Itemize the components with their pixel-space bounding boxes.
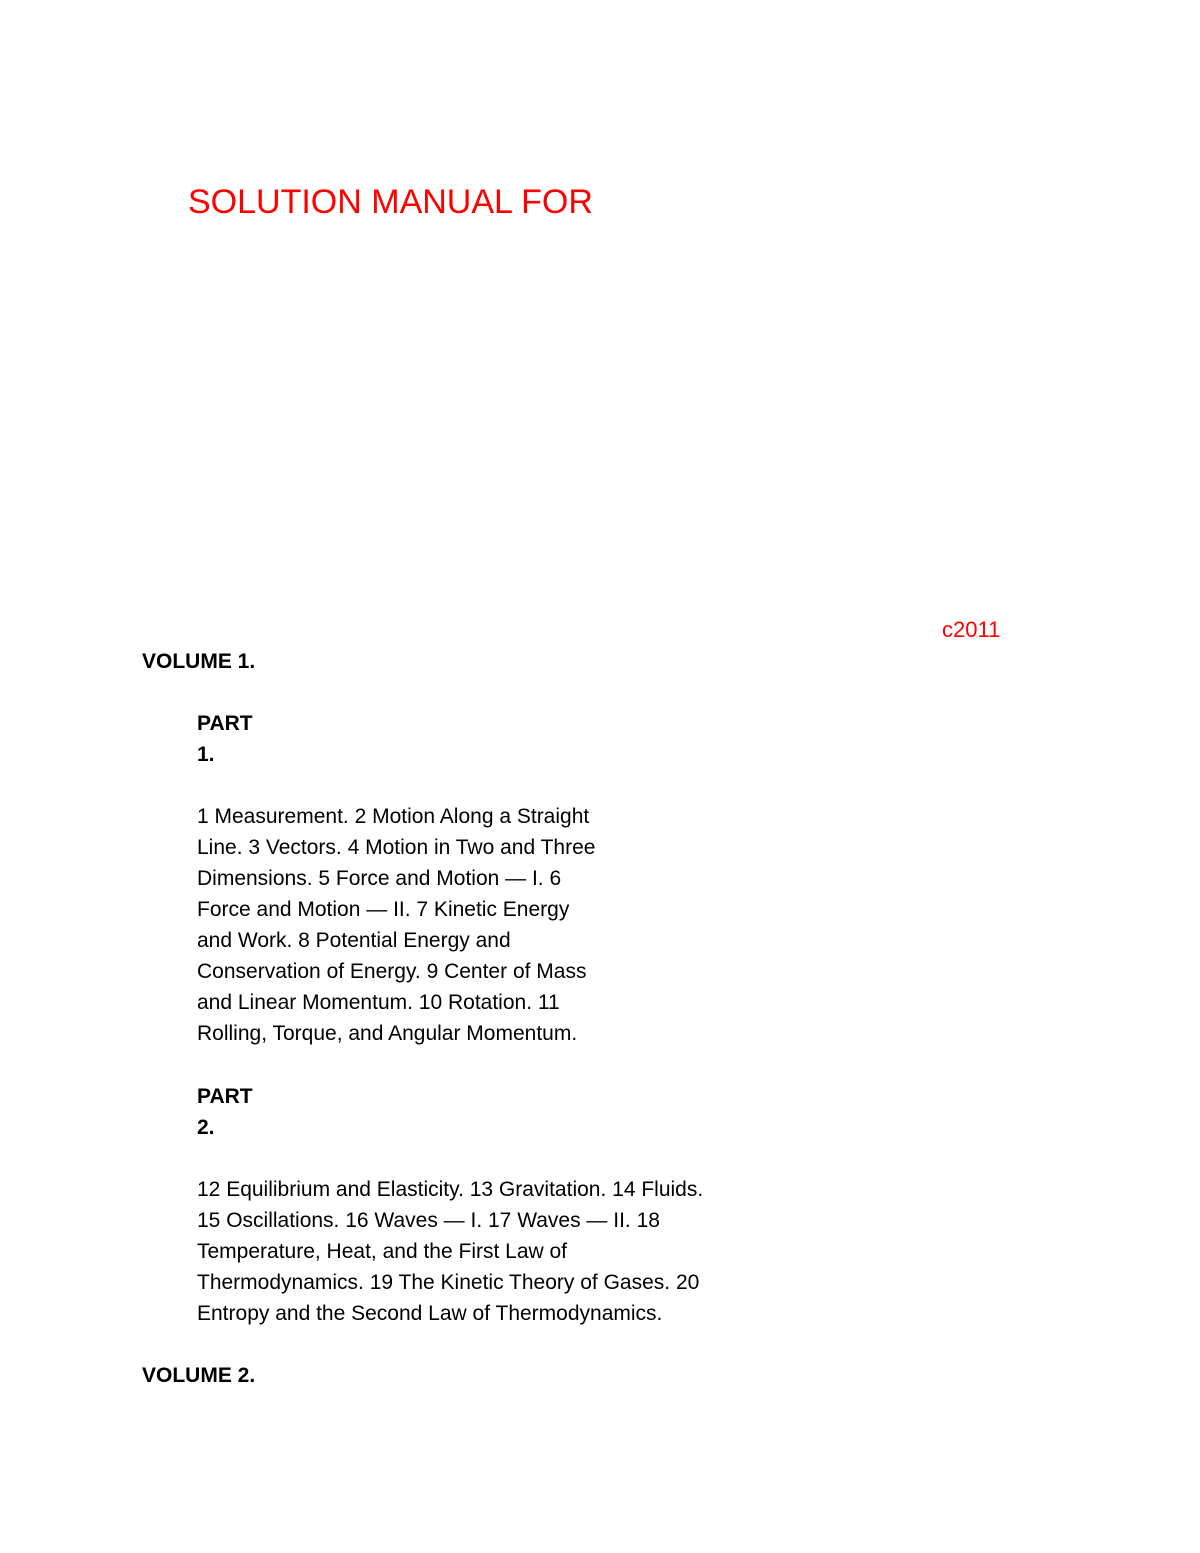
part-1-heading [197, 708, 317, 770]
part-2-number: 2. [197, 1116, 215, 1139]
document-title: SOLUTION MANUAL FOR [188, 183, 593, 221]
part-2-label: PART [197, 1085, 253, 1108]
volume-1-heading: VOLUME 1. [142, 650, 256, 673]
part-1-chapter-list: 1 Measurement. 2 Motion Along a Straight Line. 3 Vectors. 4 Motion in Two and Three Dimensions. 5 Force and Motion — I. 6 Force and Motion — II. 7 Kinetic Energy and Work. 8 Potential Energy and Conservation of Energy. 9 Center of Mass and Linear Momentum. 10 Rotation. 11 Rolling, Torque, and Angular Momentum. [197, 805, 596, 1045]
volume-2-heading: VOLUME 2. [142, 1364, 256, 1387]
part-1-label: PART [197, 712, 253, 735]
part-2-heading [197, 1081, 317, 1143]
part-2-chapter-list: 12 Equilibrium and Elasticity. 13 Gravitation. 14 Fluids. 15 Oscillations. 16 Waves — I. 17 Waves — II. 18 Temperature, Heat, and the First Law of Thermodynamics. 19 The Kinetic Theory of Gases. 20 Entropy and the Second Law of Thermodynamics. [197, 1178, 704, 1325]
part-1-number: 1. [197, 743, 215, 766]
copyright-year: c2011 [942, 617, 1001, 642]
